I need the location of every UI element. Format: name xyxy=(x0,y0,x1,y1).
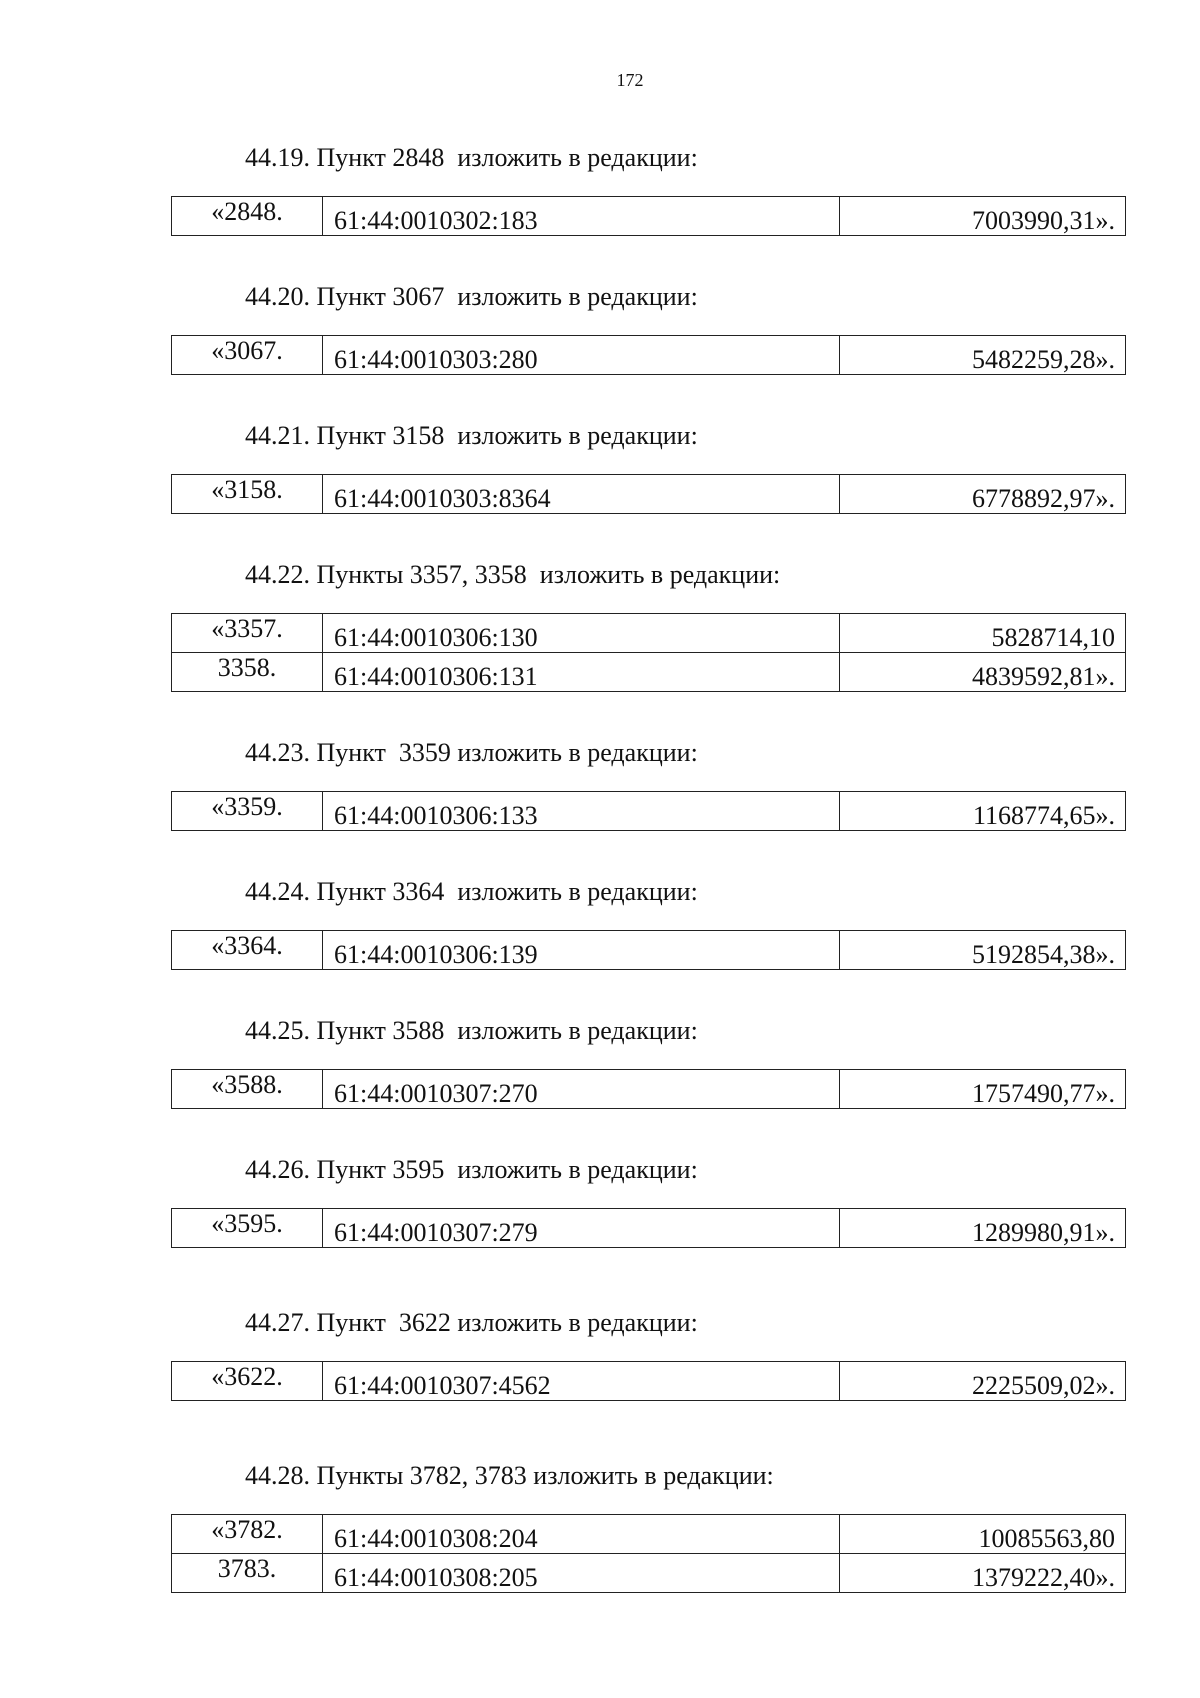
value-cell: 4839592,81». xyxy=(840,653,1126,692)
amendment-heading: 44.25. Пункт 3588 изложить в редакции: xyxy=(245,1016,698,1045)
cadastral-number-cell: 61:44:0010303:8364 xyxy=(323,475,840,514)
item-number-cell: «3067. xyxy=(172,336,323,375)
cadastral-number-cell: 61:44:0010302:183 xyxy=(323,197,840,236)
table-row xyxy=(172,653,1126,692)
item-number-cell: «3595. xyxy=(172,1209,323,1248)
cadastral-number-cell: 61:44:0010308:204 xyxy=(323,1515,840,1554)
amendment-heading: 44.21. Пункт 3158 изложить в редакции: xyxy=(245,421,698,450)
amendment-heading: 44.28. Пункты 3782, 3783 изложить в редакции: xyxy=(245,1461,774,1490)
cadastral-number-cell: 61:44:0010303:280 xyxy=(323,336,840,375)
cadastral-number-cell: 61:44:0010307:4562 xyxy=(323,1362,840,1401)
amendment-table xyxy=(171,196,1126,236)
item-number-cell: «3359. xyxy=(172,792,323,831)
amendment-heading: 44.27. Пункт 3622 изложить в редакции: xyxy=(245,1308,698,1337)
amendment-heading: 44.19. Пункт 2848 изложить в редакции: xyxy=(245,143,698,172)
value-cell: 2225509,02». xyxy=(840,1362,1126,1401)
value-cell: 6778892,97». xyxy=(840,475,1126,514)
value-cell: 5482259,28». xyxy=(840,336,1126,375)
cadastral-number-cell: 61:44:0010307:279 xyxy=(323,1209,840,1248)
cadastral-number-cell: 61:44:0010306:131 xyxy=(323,653,840,692)
amendment-heading: 44.22. Пункты 3357, 3358 изложить в редакции: xyxy=(245,560,781,589)
amendment-table xyxy=(171,474,1126,514)
table-row xyxy=(172,931,1126,970)
table-row xyxy=(172,336,1126,375)
value-cell: 7003990,31». xyxy=(840,197,1126,236)
amendment-table xyxy=(171,1069,1126,1109)
value-cell: 1289980,91». xyxy=(840,1209,1126,1248)
cadastral-number-cell: 61:44:0010306:130 xyxy=(323,614,840,653)
table-row xyxy=(172,475,1126,514)
amendment-heading: 44.24. Пункт 3364 изложить в редакции: xyxy=(245,877,698,906)
value-cell: 5192854,38». xyxy=(840,931,1126,970)
amendment-heading: 44.26. Пункт 3595 изложить в редакции: xyxy=(245,1155,698,1184)
item-number-cell: 3358. xyxy=(172,653,323,692)
cadastral-number-cell: 61:44:0010308:205 xyxy=(323,1554,840,1593)
cadastral-number-cell: 61:44:0010306:133 xyxy=(323,792,840,831)
item-number-cell: «3782. xyxy=(172,1515,323,1554)
item-number-cell: 3783. xyxy=(172,1554,323,1593)
table-row xyxy=(172,1554,1126,1593)
table-row xyxy=(172,197,1126,236)
item-number-cell: «3588. xyxy=(172,1070,323,1109)
item-number-cell: «3622. xyxy=(172,1362,323,1401)
item-number-cell: «3357. xyxy=(172,614,323,653)
value-cell: 1168774,65». xyxy=(840,792,1126,831)
page-number: 172 xyxy=(616,70,644,90)
value-cell: 5828714,10 xyxy=(840,614,1126,653)
amendment-heading: 44.20. Пункт 3067 изложить в редакции: xyxy=(245,282,698,311)
item-number-cell: «3158. xyxy=(172,475,323,514)
amendment-table xyxy=(171,1361,1126,1401)
amendment-table xyxy=(171,613,1126,692)
table-row xyxy=(172,1362,1126,1401)
value-cell: 1757490,77». xyxy=(840,1070,1126,1109)
table-row xyxy=(172,1209,1126,1248)
amendment-table xyxy=(171,1208,1126,1248)
amendment-table xyxy=(171,335,1126,375)
item-number-cell: «3364. xyxy=(172,931,323,970)
amendment-table xyxy=(171,791,1126,831)
amendment-heading: 44.23. Пункт 3359 изложить в редакции: xyxy=(245,738,698,767)
table-row xyxy=(172,614,1126,653)
cadastral-number-cell: 61:44:0010306:139 xyxy=(323,931,840,970)
cadastral-number-cell: 61:44:0010307:270 xyxy=(323,1070,840,1109)
table-row xyxy=(172,792,1126,831)
amendment-table xyxy=(171,1514,1126,1593)
item-number-cell: «2848. xyxy=(172,197,323,236)
table-row xyxy=(172,1070,1126,1109)
value-cell: 10085563,80 xyxy=(840,1515,1126,1554)
table-row xyxy=(172,1515,1126,1554)
value-cell: 1379222,40». xyxy=(840,1554,1126,1593)
amendment-table xyxy=(171,930,1126,970)
